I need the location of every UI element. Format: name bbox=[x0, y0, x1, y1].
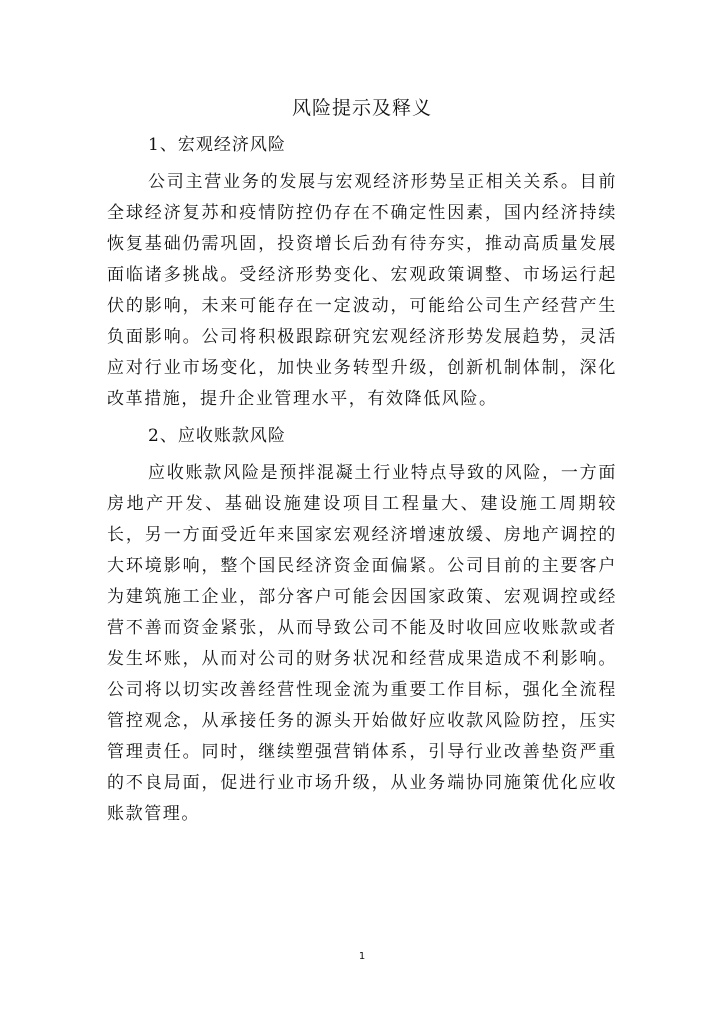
page-title: 风险提示及释义 bbox=[291, 97, 432, 119]
section-heading-macro-economic-risk: 1、宏观经济风险 bbox=[148, 135, 286, 155]
page-number: 1 bbox=[358, 951, 366, 962]
section-body-receivables-risk: 应收账款风险是预拌混凝土行业特点导致的风险，一方面房地产开发、基础设施建设项目工程量大、建设施工周期较长，另一方面受近年来国家宏观经济增速放缓、房地产调控的大环境影响，整个国民经济资金面偏紧。公司目前的主要客户为建筑施工企业，部分客户可能会因国家政策、宏观调控或经营不善而资金紧张，从而导致公司不能及时收回应收账款或者发生坏账，从而对公司的财务状况和经营成果造成不利影响。公司将以切实改善经营性现金流为重要工作目标，强化全流程管控观念，从承接任务的源头开始做好应收款风险防控，压实管理责任。同时，继续塑强营销体系，引导行业改善垫资严重的不良局面，促进行业市场升级，从业务端协同施策优化应收账款管理。 bbox=[107, 463, 617, 824]
section-body-macro-economic-risk: 公司主营业务的发展与宏观经济形势呈正相关关系。目前全球经济复苏和疫情防控仍存在不确定性因素，国内经济持续恢复基础仍需巩固，投资增长后劲有待夯实，推动高质量发展面临诸多挑战。受经济形势变化、宏观政策调整、市场运行起伏的影响，未来可能存在一定波动，可能给公司生产经营产生负面影响。公司将积极跟踪研究宏观经济形势发展趋势，灵活应对行业市场变化，加快业务转型升级，创新机制体制，深化改革措施，提升企业管理水平，有效降低风险。 bbox=[107, 172, 617, 409]
section-heading-receivables-risk: 2、应收账款风险 bbox=[148, 426, 286, 446]
document-body bbox=[107, 130, 617, 830]
